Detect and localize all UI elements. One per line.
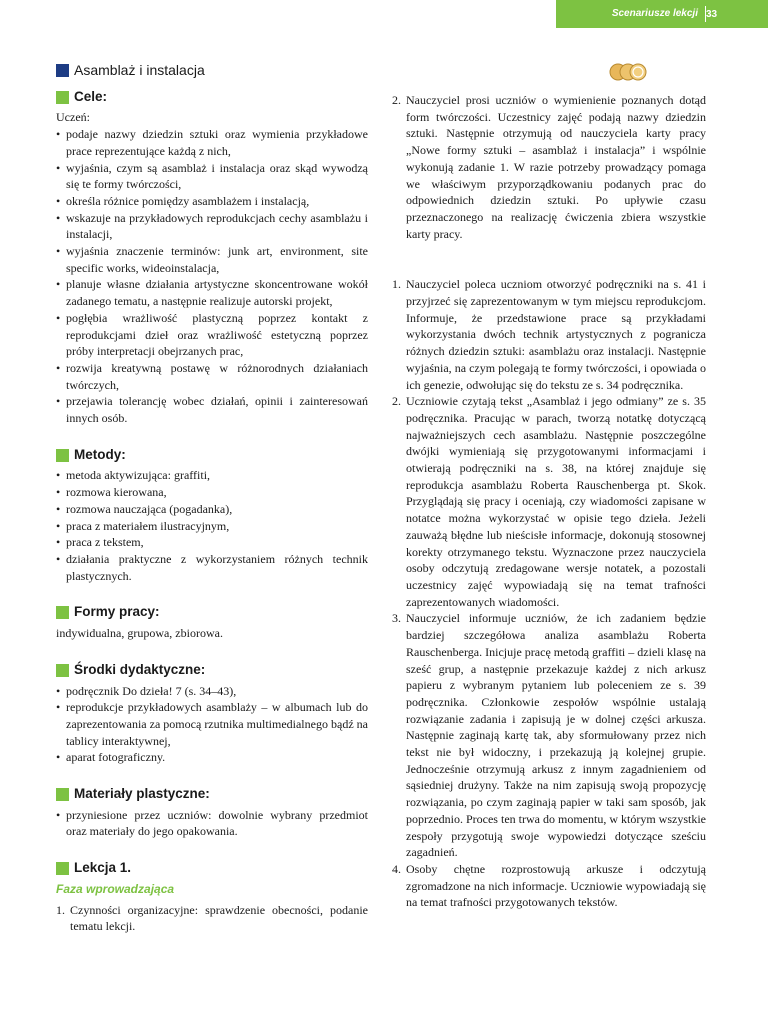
item-number: 4. [392, 861, 401, 876]
materialy-heading-text: Materiały plastyczne: [74, 786, 210, 802]
page-number: 33 [706, 9, 718, 20]
item-text: Nauczyciel informuje uczniów, że ich zadaniem będzie bardziej szczegółowa analiza asamblażu Roberta Rauschenberga. Inicjuje pracę metodą graffiti – dzieli klasę na sześć grup, a następnie przekazuje każdej z nich arkusz papieru z wybranym pytaniem lub poleceniem ze s. 39 podręcznika. Członkowie zespołów wspólnie ustalają rozwiązanie zadania i zapisują je w dolnej części arkusza. Następnie zaginają kartę tak, aby sformułowany przez nich tekst nie był widoczny, i przekazują ją kolejnej grupie. Jednocześnie otrzymują arkusz z innym zagadnieniem od sąsiedniej drużyny. Także na nim zapisują swoją propozycję rozwiązania, po czym zaginają papier w taki sam sposób, jak poprzednio. Proces ten trwa do momentu, w którym wszystkie zespoły przygotują swoje wypowiedzi dotyczące sześciu zagadnień. [406, 611, 706, 860]
srodki-list [56, 683, 368, 767]
intro-steps-list [392, 92, 706, 242]
materialy-heading [56, 786, 368, 803]
item-text: Uczniowie czytają tekst „Asamblaż i jego odmiany” ze s. 35 podręcznika. Pracując w parach, tworzą notatkę dotyczącą najważniejszych cech asamblażu. Następnie poszczególne dwójki wymieniają się przygotowanymi informacjami i otwierają podręczniki na s. 38, na której znajduje się reprodukcja asamblażu Roberta Rauschenberga pt. Skok. Przyglądają się pracy i oceniają, czy wiadomości zapisane w notatce można wykorzystać w opisie tego dzieła. Jeżeli zauważą błędne lub nieścisłe informacje, dokonują stosownej korekty otrzymanego tekstu. Wyznaczone przez nauczyciela osoby odczytują zredagowane wersje notatek, a pozostali uczestnicy zajęć wypowiadają się na temat trafności zaprezentowanych wiadomości. [406, 394, 706, 609]
item-number: 2. [392, 93, 401, 107]
list-item: • praca z tekstem, [56, 534, 368, 551]
cele-intro: Uczeń: [56, 110, 90, 125]
list-item [56, 902, 368, 935]
header-title: Scenariusze lekcji [611, 8, 698, 19]
lekcja-heading-text: Lekcja 1. [74, 860, 132, 876]
formy-text: indywidualna, grupowa, zbiorowa. [56, 626, 223, 641]
section-square-icon [56, 862, 69, 875]
list-item: • praca z materiałem ilustracyjnym, [56, 518, 368, 535]
main-title [56, 62, 368, 79]
list-item: • podręcznik Do dzieła! 7 (s. 34–43), [56, 683, 368, 700]
item-number: 3. [392, 611, 401, 626]
metody-heading-text: Metody: [74, 446, 126, 462]
phase-subheading: Faza wprowadzająca [56, 881, 175, 896]
item-text: Osoby chętne rozprostowują arkusze i odczytują zgromadzone na nich informacje. Uczniowie wypowiadają się na temat trafności przygotowanych tekstów. [406, 861, 706, 910]
item-text: Nauczyciel prosi uczniów o wymienienie poznanych dotąd form twórczości. Uczestnicy zajęć podają nazwy dziedzin sztuki. Następnie otrzymują od nauczyciela karty pracy „Nowe formy sztuki – asamblaż i instalacja” i wspólnie wykonują zadanie 1. W razie potrzeby prowadzący pomaga we właściwym przyporządkowaniu podanych prac do odpowiednich dziedzin sztuki. Po upływie czasu przeznaczonego na realizację ćwiczenia zbiera wszystkie karty pracy. [406, 93, 706, 241]
left-column [56, 62, 368, 935]
section-square-icon [56, 449, 69, 462]
cele-heading [56, 89, 368, 106]
materialy-list [56, 807, 368, 840]
metody-list [56, 467, 368, 584]
formy-heading-text: Formy pracy: [74, 604, 160, 620]
cele-list [56, 126, 368, 427]
srodki-heading [56, 662, 368, 679]
item-text: Czynności organizacyjne: sprawdzenie obecności, podanie tematu lekcji. [70, 902, 368, 934]
metody-heading [56, 447, 368, 464]
list-item [392, 610, 706, 861]
list-item: • rozmowa nauczająca (pogadanka), [56, 501, 368, 518]
list-item: • przyniesione przez uczniów: dowolnie wybrany przedmiot oraz materiały do jego opakowania. [56, 807, 368, 840]
list-item: • aparat fotograficzny. [56, 749, 368, 766]
list-item: • wyjaśnia, czym są asamblaż i instalacja oraz skąd wywodzą się te formy twórczości, [56, 160, 368, 193]
list-item: • wyjaśnia znaczenie terminów: junk art, environment, site specific works, wideoinstalacja, [56, 243, 368, 276]
right-column [392, 92, 706, 911]
item-number: 1. [392, 277, 401, 292]
list-item: • rozwija kreatywną postawę w różnorodnych działaniach twórczych, [56, 360, 368, 393]
list-item: • pogłębia wrażliwość plastyczną poprzez kontakt z reprodukcjami dzieł oraz wrażliwość estetyczną poprzez próby interpretacji obejrzanych prac, [56, 310, 368, 360]
list-item: • metoda aktywizująca: graffiti, [56, 467, 368, 484]
list-item: • planuje własne działania artystyczne skoncentrowane wokół zadanego tematu, a następnie realizuje autorski projekt, [56, 276, 368, 309]
main-title-text: Asamblaż i instalacja [74, 62, 205, 78]
list-item: • działania praktyczne z wykorzystaniem różnych technik plastycznych. [56, 551, 368, 584]
list-item: • wskazuje na przykładowych reprodukcjach cechy asamblażu i instalacji, [56, 210, 368, 243]
lekcja-list [56, 902, 368, 935]
section-square-icon [56, 788, 69, 801]
formy-heading [56, 604, 368, 621]
list-item: • rozmowa kierowana, [56, 484, 368, 501]
section-square-icon [56, 91, 69, 104]
section-square-icon [56, 664, 69, 677]
srodki-heading-text: Środki dydaktyczne: [74, 661, 206, 677]
page-header [556, 0, 768, 28]
title-square-icon [56, 64, 69, 77]
list-item [392, 861, 706, 911]
item-number: 1. [56, 902, 65, 917]
coins-icon [606, 60, 650, 84]
list-item: • reprodukcje przykładowych asamblaży – w albumach lub do zaprezentowania za pomocą rzutnika multimedialnego bądź na tablicy interaktywnej, [56, 699, 368, 749]
list-item: • podaje nazwy dziedzin sztuki oraz wymienia przykładowe prace reprezentujące każdą z nich, [56, 126, 368, 159]
section-square-icon [56, 606, 69, 619]
cele-heading-text: Cele: [74, 88, 108, 104]
list-item [392, 276, 706, 393]
item-text: Nauczyciel poleca uczniom otworzyć podręczniki na s. 41 i przyjrzeć się zaprezentowanym w tym miejscu reprodukcjom. Informuje, że przedstawione prace są przykładami wykorzystania dwóch technik artystycznych z pogranicza różnych dziedzin sztuki: asamblażu oraz instalacji. Następnie wyjaśnia, na czym polegają te formy twórczości, i opowiada o ich genezie, odwołując się do tekstu ze s. 34 podręcznika. [406, 277, 706, 392]
main-steps-list [392, 276, 706, 911]
list-item: • określa różnice pomiędzy asamblażem i instalacją, [56, 193, 368, 210]
list-item [392, 393, 706, 610]
list-item: • przejawia tolerancję wobec działań, opinii i zainteresowań innych osób. [56, 393, 368, 426]
lekcja-heading [56, 860, 368, 877]
list-item [392, 92, 706, 242]
item-number: 2. [392, 394, 401, 409]
